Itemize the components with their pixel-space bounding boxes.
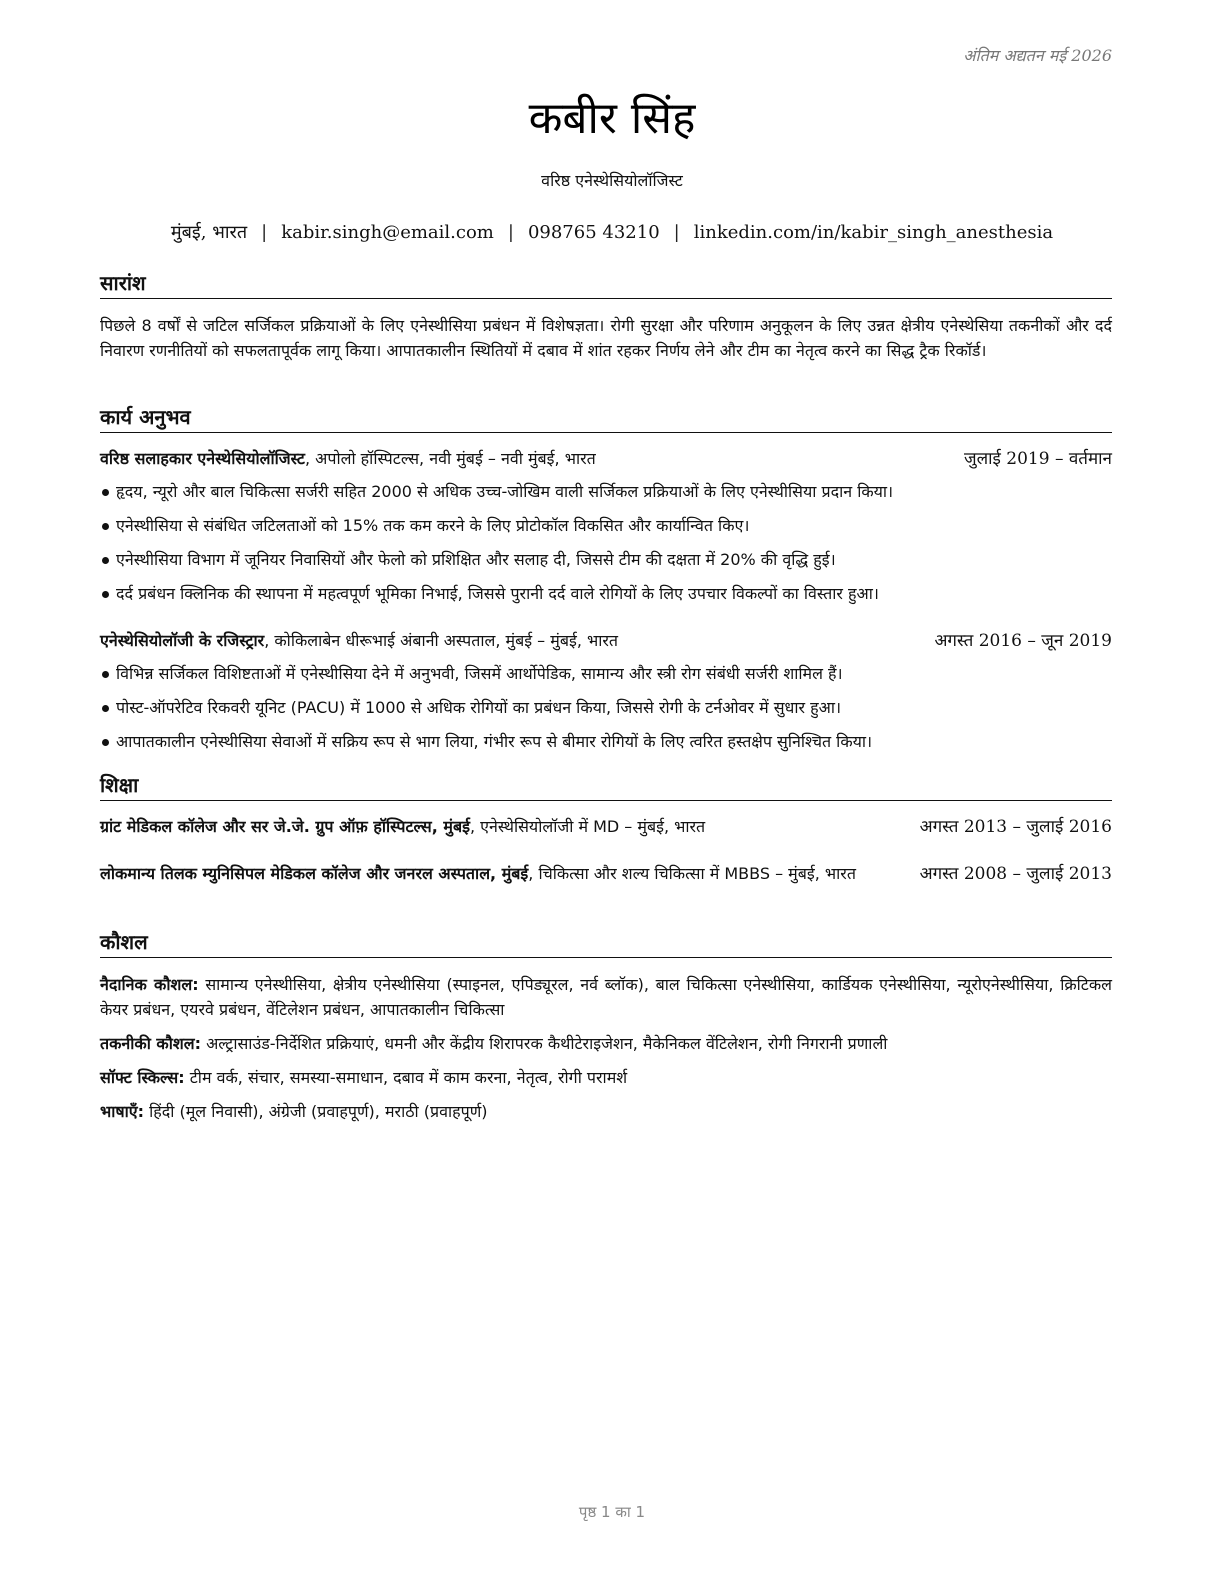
degree-detail: , एनेस्थेसियोलॉजी में MD – मुंबई, भारत <box>469 817 706 836</box>
skill-label: नैदानिक कौशल: <box>100 975 199 994</box>
job-org: , कोकिलाबेन धीरूभाई अंबानी अस्पताल, मुंबई – मुंबई, भारत <box>264 631 619 650</box>
skill-value: टीम वर्क, संचार, समस्या-समाधान, दबाव में काम करना, नेतृत्व, रोगी परामर्श <box>184 1068 628 1087</box>
summary-section <box>100 270 1112 363</box>
job-header <box>100 629 1112 653</box>
contact-email[interactable]: kabir.singh@email.com <box>281 222 494 243</box>
summary-heading: सारांश <box>100 270 1112 299</box>
skill-label: तकनीकी कौशल: <box>100 1034 201 1053</box>
school-name: ग्रांट मेडिकल कॉलेज और सर जे.जे. ग्रुप ऑफ़ हॉस्पिटल्स, मुंबई <box>100 817 470 836</box>
page-number: पृष्ठ 1 का 1 <box>578 1503 646 1521</box>
last-updated: अंतिम अद्यतन मई 2026 <box>963 46 1112 65</box>
bullet-item: एनेस्थीसिया से संबंधित जटिलताओं को 15% तक कम करने के लिए प्रोटोकॉल विकसित और कार्यान्वित किए। <box>100 509 1112 543</box>
job-dates: अगस्त 2016 – जून 2019 <box>934 631 1112 651</box>
experience-section <box>100 404 1112 759</box>
bullet-item: आपातकालीन एनेस्थीसिया सेवाओं में सक्रिय रूप से भाग लिया, गंभीर रूप से बीमार रोगियों के लिए त्वरित हस्तक्षेप सुनिश्चित किया। <box>100 725 1112 759</box>
skill-value: हिंदी (मूल निवासी), अंग्रेजी (प्रवाहपूर्ण), मराठी (प्रवाहपूर्ण) <box>144 1102 488 1121</box>
education-entry <box>100 862 1112 886</box>
bullet-item: पोस्ट-ऑपरेटिव रिकवरी यूनिट (PACU) में 1000 से अधिक रोगियों का प्रबंधन किया, जिससे रोगी के टर्नओवर में सुधार हुआ। <box>100 691 1112 725</box>
job-org: , अपोलो हॉस्पिटल्स, नवी मुंबई – नवी मुंबई, भारत <box>304 449 596 468</box>
job-dates: जुलाई 2019 – वर्तमान <box>963 449 1112 469</box>
job-role: एनेस्थेसियोलॉजी के रजिस्ट्रार <box>100 631 265 650</box>
job-bullets <box>100 475 1112 611</box>
skill-line <box>100 1031 1112 1056</box>
job-entry <box>100 447 1112 611</box>
degree-detail: , चिकित्सा और शल्य चिकित्सा में MBBS – मुंबई, भारत <box>528 864 856 883</box>
contact-separator: | <box>261 222 268 243</box>
contact-separator: | <box>507 222 514 243</box>
bullet-item: दर्द प्रबंधन क्लिनिक की स्थापना में महत्वपूर्ण भूमिका निभाई, जिससे पुरानी दर्द वाले रोगियों के लिए उपचार विकल्पों का विस्तार हुआ। <box>100 577 1112 611</box>
job-role: वरिष्ठ सलाहकार एनेस्थेसियोलॉजिस्ट <box>100 449 305 468</box>
skills-section <box>100 929 1112 1133</box>
skills-heading: कौशल <box>100 929 1112 958</box>
contact-location: मुंबई, भारत <box>170 222 248 243</box>
contact-linkedin[interactable]: linkedin.com/in/kabir_singh_anesthesia <box>693 222 1054 243</box>
skill-line <box>100 1065 1112 1090</box>
education-heading: शिक्षा <box>100 772 1112 801</box>
skill-value: अल्ट्रासाउंड-निर्देशित प्रक्रियाएं, धमनी और केंद्रीय शिरापरक कैथीटेराइजेशन, मैकेनिकल वेंटिलेशन, रोगी निगरानी प्रणाली <box>201 1034 888 1053</box>
contact-line <box>0 220 1224 244</box>
education-entry <box>100 815 1112 839</box>
skill-line <box>100 972 1112 1022</box>
bullet-item: एनेस्थीसिया विभाग में जूनियर निवासियों और फेलो को प्रशिक्षित और सलाह दी, जिससे टीम की दक्षता में 20% की वृद्धि हुई। <box>100 543 1112 577</box>
summary-text: पिछले 8 वर्षों से जटिल सर्जिकल प्रक्रियाओं के लिए एनेस्थीसिया प्रबंधन में विशेषज्ञता। रोगी सुरक्षा और परिणाम अनुकूलन के लिए उन्नत क्षेत्रीय एनेस्थेसिया तकनीकों और दर्द निवारण रणनीतियों को सफलतापूर्वक लागू किया। आपातकालीन स्थितियों में दबाव में शांत रहकर निर्णय लेने और टीम का नेतृत्व करने का सिद्ध ट्रैक रिकॉर्ड। <box>100 316 1112 360</box>
job-title: वरिष्ठ एनेस्थेसियोलॉजिस्ट <box>541 171 683 190</box>
education-dates: अगस्त 2008 – जुलाई 2013 <box>919 864 1112 884</box>
bullet-item: विभिन्न सर्जिकल विशिष्टताओं में एनेस्थीसिया देने में अनुभवी, जिसमें आर्थोपेडिक, सामान्य और स्त्री रोग संबंधी सर्जरी शामिल हैं। <box>100 657 1112 691</box>
education-dates: अगस्त 2013 – जुलाई 2016 <box>919 817 1112 837</box>
bullet-item: हृदय, न्यूरो और बाल चिकित्सा सर्जरी सहित 2000 से अधिक उच्च-जोखिम वाली सर्जिकल प्रक्रियाओं के लिए एनेस्थीसिया प्रदान किया। <box>100 475 1112 509</box>
job-entry <box>100 629 1112 759</box>
skill-value: सामान्य एनेस्थीसिया, क्षेत्रीय एनेस्थीसिया (स्पाइनल, एपिड्यूरल, नर्व ब्लॉक), बाल चिकित्सा एनेस्थीसिया, कार्डियक एनेस्थीसिया, न्यूरोएनेस्थीसिया, क्रिटिकल केयर प्रबंधन, एयरवे प्रबंधन, वेंटिलेशन प्रबंधन, आपातकालीन चिकित्सा <box>100 975 1112 1019</box>
skill-label: सॉफ्ट स्किल्स: <box>100 1068 185 1087</box>
candidate-name: कबीर सिंह <box>528 93 696 144</box>
skill-line <box>100 1099 1112 1124</box>
contact-separator: | <box>673 222 680 243</box>
experience-heading: कार्य अनुभव <box>100 404 1112 433</box>
skill-label: भाषाएँ: <box>100 1102 145 1121</box>
education-section <box>100 772 1112 886</box>
contact-phone: 098765 43210 <box>527 222 660 243</box>
school-name: लोकमान्य तिलक म्युनिसिपल मेडिकल कॉलेज और जनरल अस्पताल, मुंबई <box>100 864 529 883</box>
job-bullets <box>100 657 1112 759</box>
job-header <box>100 447 1112 471</box>
